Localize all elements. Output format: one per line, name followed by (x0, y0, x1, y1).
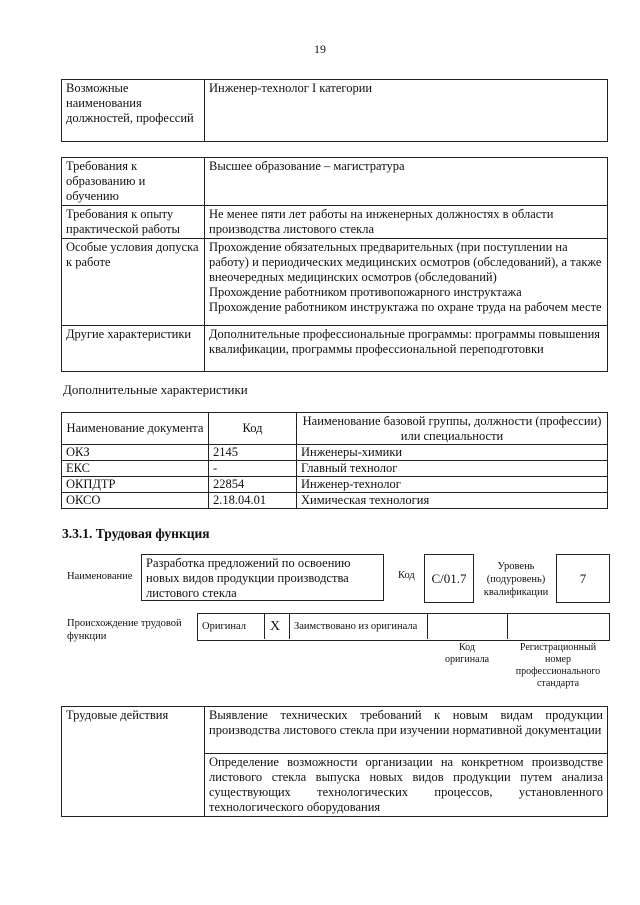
req-education-label: Требования к образованию и обучению (62, 158, 205, 206)
actions-label: Трудовые действия (62, 707, 205, 817)
cell-doc: ОКПДТР (62, 477, 209, 493)
cell-group: Инженеры-химики (297, 445, 608, 461)
cell-code: - (209, 461, 297, 477)
reg-number-label: Регистрационный номер профессионального стандарта (515, 642, 601, 689)
divider (507, 613, 508, 639)
req-special-label: Особые условия допуска к работе (62, 239, 205, 326)
original-mark: X (270, 619, 281, 634)
original-label: Оригинал (202, 621, 246, 632)
origin-label: Происхождение трудовой функции (67, 618, 182, 642)
code-label: Код (398, 570, 415, 581)
table-row (62, 461, 608, 477)
table-row (62, 477, 608, 493)
req-education-value: Высшее образование – магистратура (205, 158, 608, 206)
divider (289, 613, 290, 639)
page-number: 19 (314, 42, 326, 56)
level-label: Уровень (подуровень) квалификации (483, 561, 549, 598)
positions-value: Инженер-технолог I категории (205, 80, 608, 142)
action-item: Определение возможности организации на конкретном производстве листового стекла выпуска новых видов продукции путем анализа существующих технологических процессов, установленного технологического оборудования (205, 754, 608, 817)
req-special-value: Прохождение обязательных предварительных (при поступлении на работу) и периодических медицинских осмотров (обследований), а также внеочередных медицинских осмотров (обследований) Прохождение работником противопожарного инструктажа Прохождение работником инструктажа по охране труда на рабочем месте (205, 239, 608, 326)
function-name: Разработка предложений по освоению новых видов продукции производства листового стекла (141, 554, 384, 601)
cell-doc: ОКСО (62, 493, 209, 509)
req-other-label: Другие характеристики (62, 326, 205, 372)
function-title: 3.3.1. Трудовая функция (62, 526, 210, 541)
header-group: Наименование базовой группы, должности (профессии) или специальности (297, 413, 608, 445)
cell-group: Химическая технология (297, 493, 608, 509)
header-doc: Наименование документа (62, 413, 209, 445)
positions-table (61, 79, 608, 142)
name-label: Наименование (67, 571, 133, 582)
req-experience-value: Не менее пяти лет работы на инженерных должностях в области производства листового стекла (205, 206, 608, 239)
cell-group: Главный технолог (297, 461, 608, 477)
req-experience-label: Требования к опыту практической работы (62, 206, 205, 239)
cell-doc: ЕКС (62, 461, 209, 477)
divider (427, 613, 428, 639)
table-row (62, 493, 608, 509)
cell-code: 2145 (209, 445, 297, 461)
divider (264, 613, 265, 639)
additional-table (61, 412, 608, 509)
table-row (62, 445, 608, 461)
additional-title: Дополнительные характеристики (63, 382, 248, 397)
positions-label: Возможные наименования должностей, профессий (62, 80, 205, 142)
req-other-value: Дополнительные профессиональные программы: программы повышения квалификации, программы профессиональной переподготовки (205, 326, 608, 372)
cell-group: Инженер-технолог (297, 477, 608, 493)
cell-code: 22854 (209, 477, 297, 493)
code-original-label: Код оригинала (444, 642, 490, 665)
function-code: C/01.7 (424, 554, 474, 603)
borrowed-label: Заимствовано из оригинала (294, 621, 418, 632)
cell-code: 2.18.04.01 (209, 493, 297, 509)
cell-doc: ОКЗ (62, 445, 209, 461)
requirements-table (61, 157, 608, 372)
action-item: Выявление технических требований к новым видам продукции производства листового стекла при изучении нормативной документации (205, 707, 608, 754)
header-code: Код (209, 413, 297, 445)
function-level: 7 (556, 554, 610, 603)
actions-table (61, 706, 608, 817)
